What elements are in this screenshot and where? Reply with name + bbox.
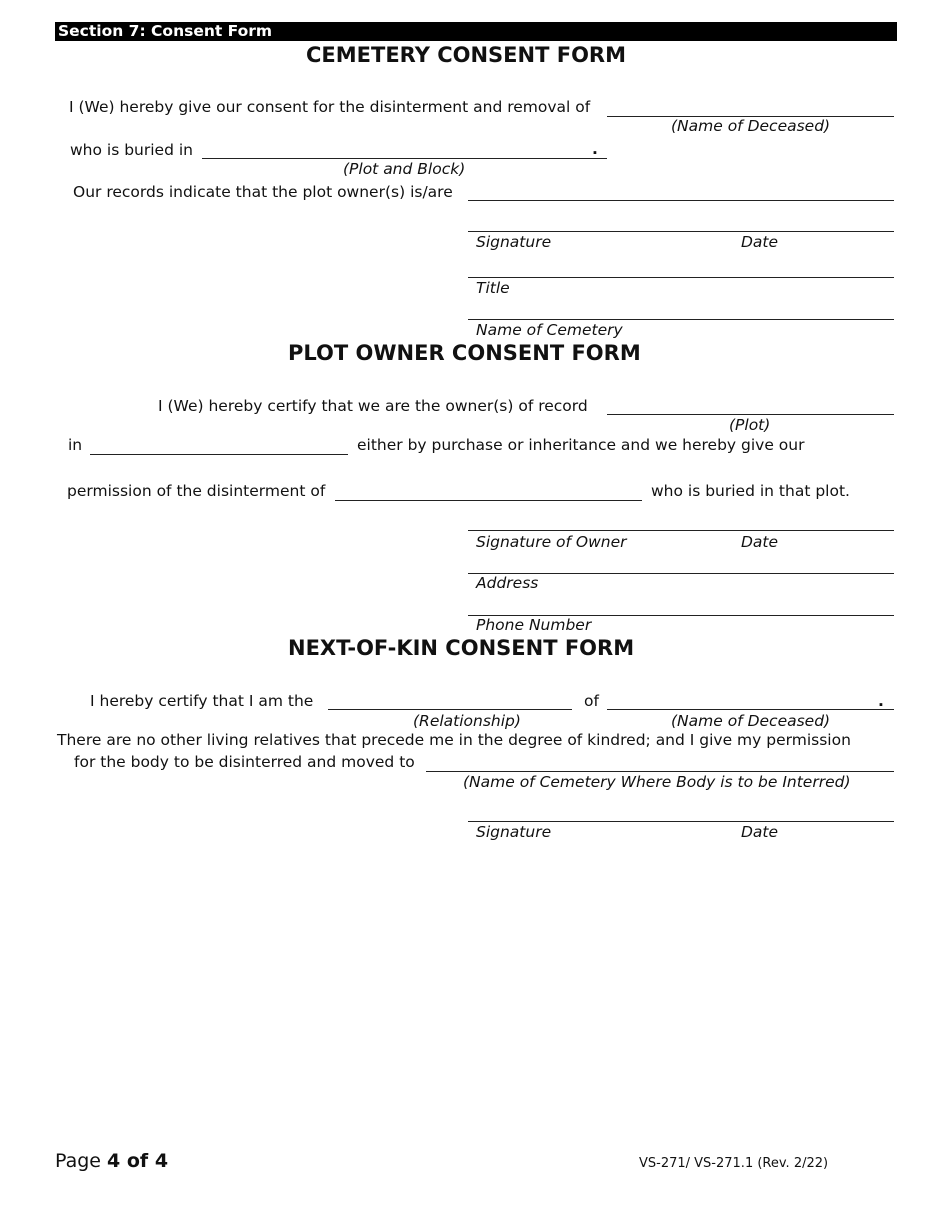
plot-location-in-label: in [68,436,83,454]
cemetery-consent-title: CEMETERY CONSENT FORM [306,43,626,67]
plot-location-field[interactable] [90,454,348,455]
kin-deceased-name-field[interactable] [607,709,894,710]
plot-caption: (Plot) [729,416,771,434]
of-label: of [584,692,599,710]
page-number [55,1150,168,1172]
buried-in-label: who is buried in [70,141,193,159]
next-of-kin-consent-title: NEXT-OF-KIN CONSENT FORM [288,636,635,660]
interment-cemetery-caption: (Name of Cemetery Where Body is to be Interred) [463,773,851,791]
page-number-value: 4 of 4 [107,1150,169,1172]
section-banner: Section 7: Consent Form [55,22,897,41]
cemetery-name-label: Name of Cemetery [476,321,623,339]
form-code: VS-271/ VS-271.1 (Rev. 2/22) [639,1156,829,1171]
cemetery-signature-label: Signature [476,233,552,251]
purchase-inheritance-statement: either by purchase or inheritance and we hereby give our [357,436,805,454]
plot-owner-certify-statement: I (We) hereby certify that we are the owner(s) of record [158,397,588,415]
buried-in-plot-text: who is buried in that plot. [651,482,850,500]
plot-owner-names-field[interactable] [468,200,894,201]
relationship-field[interactable] [328,709,572,710]
cemetery-consent-statement: I (We) hereby give our consent for the disinterment and removal of [69,98,591,116]
plot-field[interactable] [607,414,894,415]
cemetery-title-field[interactable] [468,277,894,278]
plot-owner-consent-title: PLOT OWNER CONSENT FORM [288,341,641,365]
interment-cemetery-field[interactable] [426,771,894,772]
owner-phone-label: Phone Number [476,616,592,634]
owner-address-label: Address [476,574,539,592]
moved-to-label: for the body to be disinterred and moved to [74,753,415,771]
plot-and-block-field[interactable] [202,158,607,159]
permission-disinterment-label: permission of the disinterment of [67,482,326,500]
kin-signature-field[interactable] [468,821,894,822]
cemetery-date-label: Date [741,233,779,251]
kin-date-label: Date [741,823,779,841]
kin-deceased-period: . [878,692,884,710]
cemetery-title-label: Title [476,279,510,297]
cemetery-name-field[interactable] [468,319,894,320]
owner-date-label: Date [741,533,779,551]
relationship-caption: (Relationship) [413,712,521,730]
page-number-prefix: Page [55,1150,101,1172]
plot-and-block-caption: (Plot and Block) [343,160,466,178]
deceased-name-caption: (Name of Deceased) [671,117,831,135]
plot-owner-records-label: Our records indicate that the plot owner(s) is/are [73,183,453,201]
no-other-relatives-statement: There are no other living relatives that precede me in the degree of kindred; and I give my permission [57,731,851,749]
next-of-kin-certify-label: I hereby certify that I am the [90,692,314,710]
kin-deceased-caption: (Name of Deceased) [671,712,831,730]
owner-signature-field[interactable] [468,530,894,531]
plot-and-block-period: . [592,140,598,158]
kin-signature-label: Signature [476,823,552,841]
owner-signature-label: Signature of Owner [476,533,627,551]
cemetery-signature-field[interactable] [468,231,894,232]
disinterment-name-field[interactable] [335,500,642,501]
